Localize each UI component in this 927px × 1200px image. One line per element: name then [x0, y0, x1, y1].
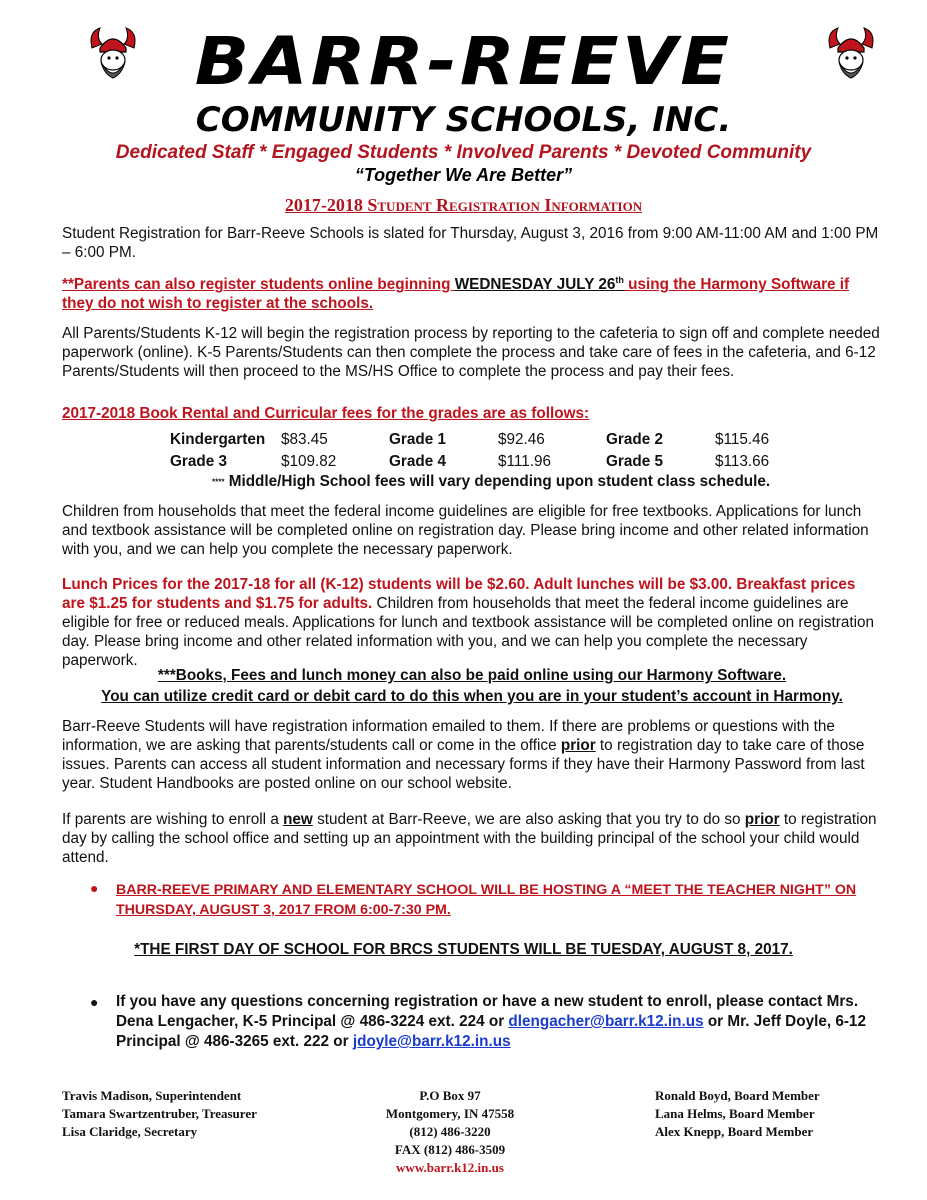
free-textbooks-paragraph: Children from households that meet the federal income guidelines are eligible for free textbooks. Applications for lunch and textbook assistance will be completed online on registration day. Please bring income and other related information with you, and we can help you complete the necessary paperwork. — [62, 503, 869, 558]
bullet-icon: ● — [90, 880, 99, 896]
fee-amount: $92.46 — [498, 431, 545, 448]
district-name-subtitle: COMMUNITY SCHOOLS, INC. — [195, 100, 732, 140]
online-registration-notice — [62, 271, 882, 313]
fee-amount: $113.66 — [715, 453, 770, 470]
new-student-text-1: If parents are wishing to enroll a — [62, 811, 284, 828]
document-heading: 2017-2018 Student Registration Information — [284, 195, 643, 215]
notice-date — [455, 276, 624, 293]
fee-grade: Grade 4 — [389, 453, 446, 470]
new-emphasis: new — [283, 811, 313, 828]
notice-text-1: **Parents can also register students online beginning — [62, 276, 455, 294]
fee-amount: $109.82 — [281, 453, 337, 470]
notice-date-sup: th — [615, 275, 624, 285]
fees-heading: 2017-2018 Book Rental and Curricular fees for the grades are as follows: — [62, 405, 590, 422]
online-payment-line-2: You can utilize credit card or debit card to do this when you are in your student’s account in Harmony. — [101, 688, 843, 705]
fee-amount: $115.46 — [715, 431, 770, 448]
fee-amount: $83.45 — [281, 431, 328, 448]
email-paragraph — [62, 717, 882, 793]
footer-board-line: Ronald Boyd, Board Member — [655, 1088, 820, 1103]
contact-text-1: If you have any questions concerning registration or have a new student to enroll, please contact Mrs. Dena Lengacher, K-5 Principal @ 486-3224 ext. 224 or — [116, 993, 859, 1030]
contact-text-2: or Mr. Jeff Doyle, 6-12 Principal @ 486-3265 ext. 222 or — [116, 1013, 866, 1050]
notice-date-text: WEDNESDAY JULY 26 — [454, 276, 616, 294]
email-text-2: to registration day to take care of those issues. Parents can access all student information and necessary forms if they have their Harmony Password from last year. Student Handbooks are posted online on our school website. — [62, 737, 865, 792]
fees-note-text: Middle/High School fees will vary depending upon student class schedule. — [224, 473, 771, 490]
bullet-icon: ● — [90, 994, 99, 1010]
contact-paragraph — [116, 992, 876, 1052]
footer-address-line: Montgomery, IN 47558 — [385, 1106, 515, 1121]
email-link-doyle[interactable]: jdoyle@barr.k12.in.us — [352, 1033, 511, 1050]
fees-note — [212, 472, 812, 491]
fee-grade: Kindergarten — [170, 431, 266, 448]
footer-board-line: Alex Knepp, Board Member — [655, 1124, 814, 1139]
email-link-lengacher[interactable]: dlengacher@barr.k12.in.us — [508, 1013, 704, 1030]
lunch-assistance-text: Children from households that meet the federal income guidelines are eligible for free or reduced meals. Applications for lunch and textbook assistance will be completed online on registration day. Please bring income and other related information with you, and we can help you complete the necessary paperwork. — [62, 595, 875, 669]
footer-administration — [62, 1087, 362, 1141]
lunch-paragraph — [62, 575, 882, 670]
footer-address-line: FAX (812) 486-3509 — [394, 1142, 506, 1157]
prior-emphasis: prior — [560, 737, 596, 754]
fee-grade: Grade 2 — [606, 431, 663, 448]
new-student-paragraph — [62, 810, 882, 867]
footer-address-line: (812) 486-3220 — [409, 1124, 491, 1139]
fees-note-stars: **** — [212, 477, 225, 487]
fee-grade: Grade 1 — [389, 431, 446, 448]
first-day-notice: *THE FIRST DAY OF SCHOOL FOR BRCS STUDENTS WILL BE TUESDAY, AUGUST 8, 2017. — [134, 941, 793, 958]
online-payment-line-1: ***Books, Fees and lunch money can also be paid online using our Harmony Software. — [157, 667, 787, 684]
tagline: Dedicated Staff * Engaged Students * Involved Parents * Devoted Community — [115, 142, 812, 163]
footer-board-line: Lana Helms, Board Member — [655, 1106, 815, 1121]
footer-admin-line: Tamara Swartzentruber, Treasurer — [62, 1106, 257, 1121]
email-text-1: Barr-Reeve Students will have registration information emailed to them. If there are problems or questions with the information, we are asking that parents/students call or come in the office — [62, 718, 835, 754]
footer-admin-line: Travis Madison, Superintendent — [62, 1088, 242, 1103]
district-name-title: BARR-REEVE — [194, 23, 733, 100]
intro-paragraph: Student Registration for Barr-Reeve Schools is slated for Thursday, August 3, 2016 from 9:00 AM-11:00 AM and 1:00 PM – 6:00 PM. — [62, 225, 879, 261]
fee-grade: Grade 5 — [606, 453, 663, 470]
meet-the-teacher-notice: BARR-REEVE PRIMARY AND ELEMENTARY SCHOOL WILL BE HOSTING A “MEET THE TEACHER NIGHT” ON THURSDAY, AUGUST 3, 2017 FROM 6:00-7:30 PM. — [116, 882, 857, 918]
footer-address-line: P.O Box 97 — [419, 1088, 481, 1103]
notice-text-2: using the Harmony Software if they do not wish to register at the schools. — [62, 276, 850, 313]
process-paragraph: All Parents/Students K-12 will begin the registration process by reporting to the cafeteria to sign off and complete needed paperwork (online). K-5 Parents/Students can then complete the process and take care of fees in the cafeteria, and 6-12 Parents/Students will then proceed to the MS/HS Office to complete the process and pay their fees. — [62, 325, 880, 380]
footer-website-link[interactable]: www.barr.k12.in.us — [396, 1160, 504, 1175]
new-student-text-3: to registration day by calling the school office and setting up an appointment with the building principal of the school your child would attend. — [62, 811, 877, 866]
footer-board — [655, 1087, 885, 1141]
fee-amount: $111.96 — [498, 453, 552, 470]
fee-grade: Grade 3 — [170, 453, 227, 470]
new-student-text-2: student at Barr-Reeve, we are also asking that you try to do so — [312, 811, 745, 828]
footer-address — [350, 1087, 550, 1177]
motto: “Together We Are Better” — [354, 165, 573, 185]
lunch-prices: Lunch Prices for the 2017-18 for all (K-12) students will be $2.60. Adult lunches will be $3.00. Breakfast prices are $1.25 for students and $1.75 for adults. — [62, 576, 856, 612]
prior-emphasis: prior — [744, 811, 780, 828]
footer-admin-line: Lisa Claridge, Secretary — [62, 1124, 198, 1139]
